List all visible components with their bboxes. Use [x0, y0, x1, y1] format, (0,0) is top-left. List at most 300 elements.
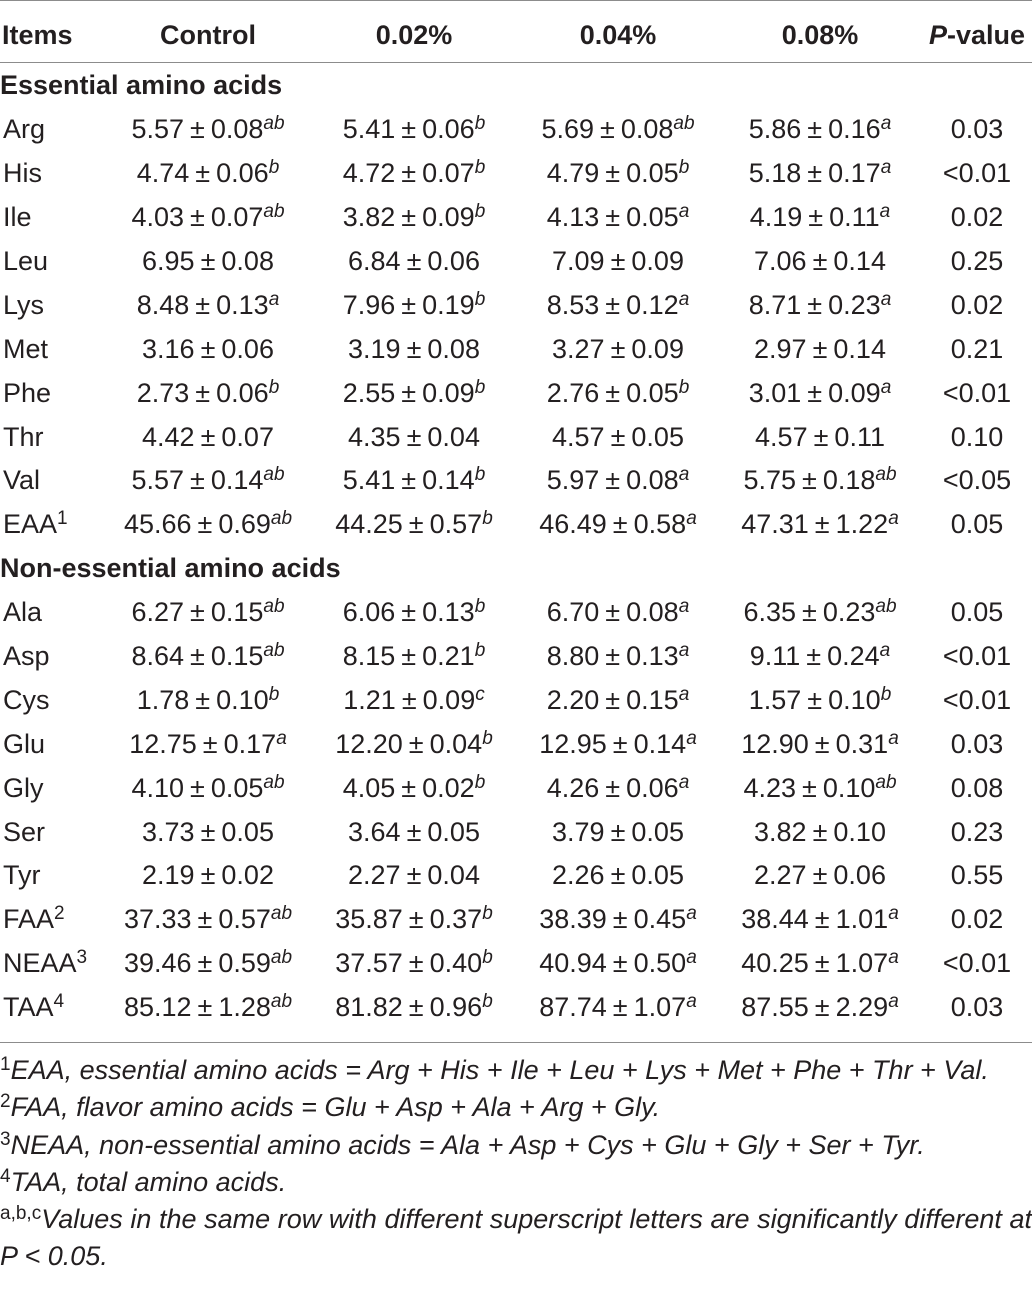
- mean-value: 8.64: [131, 641, 185, 672]
- value-cell: [106, 152, 310, 196]
- sem-value: 0.09: [422, 684, 476, 715]
- value-cell: [106, 986, 310, 1030]
- mean-value: 38.39: [539, 904, 607, 935]
- mean-value: 3.16: [142, 333, 195, 364]
- value-cell: [518, 240, 718, 284]
- sem-value: 0.05: [221, 816, 274, 847]
- value-cell: [718, 942, 922, 986]
- row-label: [0, 898, 106, 942]
- significance-letter: a: [686, 903, 697, 925]
- footnote-marker: 2: [54, 903, 65, 925]
- value-cell: [518, 503, 718, 547]
- table-row: [0, 108, 1032, 152]
- mean-value: 40.25: [741, 948, 809, 979]
- row-label: [0, 503, 106, 547]
- sem-value: 0.37: [429, 904, 483, 935]
- plus-minus-symbol: ±: [401, 772, 417, 803]
- mean-value: 3.64: [348, 816, 401, 847]
- value-cell: [718, 371, 922, 415]
- row-label-text: Phe: [3, 377, 52, 408]
- plus-minus-symbol: ±: [605, 377, 621, 408]
- significance-letter: a: [678, 596, 690, 618]
- plus-minus-symbol: ±: [197, 509, 213, 540]
- mean-value: 4.03: [131, 202, 185, 233]
- row-label-text: FAA: [3, 904, 55, 935]
- plus-minus-symbol: ±: [612, 992, 628, 1023]
- footnote-text: Values in the same row with different superscript letters are significantly different at P < 0.05.: [0, 1204, 1032, 1272]
- value-cell: [718, 503, 922, 547]
- footnote: [0, 1164, 1032, 1201]
- mean-value: 8.80: [546, 641, 600, 672]
- plus-minus-symbol: ±: [605, 465, 621, 496]
- value-cell: [310, 371, 518, 415]
- sem-value: 0.57: [429, 509, 483, 540]
- row-label-text: Cys: [3, 684, 50, 715]
- footnote: [0, 1127, 1032, 1164]
- significance-letter: ab: [263, 640, 285, 662]
- significance-letter: b: [678, 376, 690, 398]
- sem-value: 0.06: [216, 158, 269, 189]
- value-cell: [518, 591, 718, 635]
- mean-value: 6.27: [131, 597, 185, 628]
- row-label: [0, 942, 106, 986]
- significance-letter: a: [888, 903, 899, 925]
- value-cell: [310, 283, 518, 327]
- sem-value: 0.45: [633, 904, 687, 935]
- sem-value: 2.29: [835, 992, 889, 1023]
- plus-minus-symbol: ±: [401, 597, 417, 628]
- row-label-text: His: [3, 158, 42, 189]
- sem-value: 0.08: [210, 114, 264, 145]
- mean-value: 4.35: [348, 421, 401, 452]
- sem-value: 0.09: [422, 202, 475, 233]
- value-cell: [518, 459, 718, 503]
- footnote: [0, 1201, 1032, 1276]
- sem-value: 0.16: [828, 114, 881, 145]
- mean-value: 3.27: [552, 333, 605, 364]
- significance-letter: a: [879, 201, 891, 223]
- value-cell: [106, 854, 310, 898]
- mean-value: 2.97: [754, 333, 807, 364]
- mean-value: 87.55: [741, 992, 809, 1023]
- value-cell: [310, 196, 518, 240]
- table-row: [0, 854, 1032, 898]
- significance-letter: a: [678, 464, 690, 486]
- sem-value: 0.21: [422, 641, 475, 672]
- value-cell: [106, 459, 310, 503]
- row-label: [0, 283, 106, 327]
- sem-value: 0.14: [833, 246, 886, 276]
- plus-minus-symbol: ±: [401, 114, 417, 145]
- mean-value: 2.19: [142, 860, 195, 891]
- sem-value: 0.17: [223, 728, 277, 759]
- table-row: [0, 942, 1032, 986]
- mean-value: 5.69: [541, 114, 595, 145]
- sem-value: 0.10: [833, 816, 886, 847]
- sem-value: 0.15: [210, 597, 264, 628]
- p-value-cell: 0.02: [950, 202, 1004, 233]
- value-cell: [310, 942, 518, 986]
- mean-value: 2.26: [552, 860, 605, 891]
- plus-minus-symbol: ±: [200, 421, 216, 452]
- value-cell: [518, 722, 718, 766]
- mean-value: 2.27: [754, 860, 807, 891]
- row-label-text: Ser: [3, 816, 46, 847]
- value-cell: [718, 854, 922, 898]
- plus-minus-symbol: ±: [814, 992, 830, 1023]
- section-row: [0, 64, 1032, 108]
- value-cell: [106, 591, 310, 635]
- sem-value: 0.58: [633, 509, 687, 540]
- header-p-value: [922, 10, 1032, 60]
- sem-value: 0.15: [210, 641, 264, 672]
- mean-value: 1.21: [343, 684, 396, 715]
- p-value-cell: 0.03: [950, 728, 1004, 759]
- mean-value: 6.95: [142, 246, 195, 276]
- plus-minus-symbol: ±: [610, 860, 626, 891]
- row-label-text: EAA: [3, 509, 58, 540]
- mean-value: 35.87: [335, 904, 403, 935]
- value-cell: [518, 283, 718, 327]
- significance-letter: a: [880, 376, 892, 398]
- value-cell: [718, 635, 922, 679]
- plus-minus-symbol: ±: [807, 158, 823, 189]
- plus-minus-symbol: ±: [814, 948, 830, 979]
- mean-value: 4.26: [546, 772, 600, 803]
- value-cell: [310, 635, 518, 679]
- value-cell: [718, 108, 922, 152]
- row-label-text: Val: [3, 465, 41, 496]
- plus-minus-symbol: ±: [605, 289, 621, 320]
- sem-value: 0.59: [218, 948, 271, 979]
- mean-value: 4.79: [546, 158, 600, 189]
- plus-minus-symbol: ±: [610, 246, 626, 276]
- plus-minus-symbol: ±: [200, 333, 216, 364]
- value-cell: [518, 986, 718, 1030]
- significance-letter: a: [276, 727, 287, 749]
- value-cell: [718, 415, 922, 459]
- mean-value: 8.53: [546, 289, 600, 320]
- sem-value: 0.07: [210, 202, 264, 233]
- sem-value: 0.17: [828, 158, 881, 189]
- sem-value: 0.11: [834, 421, 885, 452]
- sem-value: 0.18: [822, 465, 876, 496]
- sem-value: 0.23: [822, 597, 876, 628]
- mean-value: 12.95: [539, 728, 607, 759]
- significance-letter: a: [888, 727, 899, 749]
- significance-letter: b: [880, 683, 892, 705]
- footnote-mark: 2: [0, 1091, 11, 1113]
- significance-letter: a: [686, 727, 697, 749]
- significance-letter: b: [268, 683, 280, 705]
- value-cell: [106, 371, 310, 415]
- significance-letter: ab: [875, 596, 897, 618]
- table-row: [0, 459, 1032, 503]
- footnote-mark: 3: [0, 1128, 11, 1150]
- significance-letter: a: [678, 288, 690, 310]
- sem-value: 0.08: [626, 465, 679, 496]
- row-label: [0, 240, 106, 284]
- mean-value: 3.82: [342, 202, 396, 233]
- mean-value: 3.01: [748, 377, 802, 408]
- significance-letter: b: [482, 903, 493, 925]
- sem-value: 0.24: [827, 641, 880, 672]
- value-cell: [518, 415, 718, 459]
- value-cell: [310, 722, 518, 766]
- mean-value: 46.49: [539, 509, 607, 540]
- significance-letter: a: [888, 508, 899, 530]
- value-cell: [310, 503, 518, 547]
- plus-minus-symbol: ±: [190, 597, 205, 628]
- value-cell: [310, 810, 518, 854]
- value-cell: [718, 591, 922, 635]
- sem-value: 0.13: [216, 289, 269, 320]
- plus-minus-symbol: ±: [605, 597, 621, 628]
- plus-minus-symbol: ±: [814, 904, 830, 935]
- plus-minus-symbol: ±: [814, 509, 830, 540]
- sem-value: 0.09: [422, 377, 475, 408]
- significance-letter: a: [686, 508, 697, 530]
- mean-value: 4.10: [131, 772, 185, 803]
- value-cell: [106, 722, 310, 766]
- header-control: Control: [160, 19, 256, 50]
- mean-value: 3.82: [754, 816, 807, 847]
- row-label: [0, 854, 106, 898]
- significance-letter: b: [482, 727, 493, 749]
- row-label-text: TAA: [3, 992, 54, 1023]
- mean-value: 4.13: [546, 202, 600, 233]
- value-cell: [718, 722, 922, 766]
- table-row: [0, 986, 1032, 1030]
- p-value-cell: 0.03: [950, 114, 1004, 145]
- significance-letter: ab: [270, 903, 293, 925]
- plus-minus-symbol: ±: [612, 904, 628, 935]
- value-cell: [310, 854, 518, 898]
- plus-minus-symbol: ±: [195, 377, 211, 408]
- value-cell: [310, 678, 518, 722]
- row-label-text: Asp: [3, 641, 50, 672]
- mean-value: 8.48: [136, 289, 190, 320]
- row-label: [0, 415, 106, 459]
- plus-minus-symbol: ±: [812, 246, 828, 276]
- plus-minus-symbol: ±: [406, 246, 422, 276]
- mean-value: 12.75: [129, 728, 197, 759]
- mean-value: 85.12: [123, 992, 192, 1023]
- row-label-text: NEAA: [3, 948, 77, 979]
- sem-value: 0.06: [422, 114, 475, 145]
- mean-value: 5.75: [743, 465, 797, 496]
- sem-value: 1.07: [633, 992, 687, 1023]
- footnote: [0, 1089, 1032, 1126]
- row-label: [0, 108, 106, 152]
- value-cell: [310, 459, 518, 503]
- sem-value: 0.40: [429, 948, 483, 979]
- table-row: [0, 240, 1032, 284]
- value-cell: [106, 283, 310, 327]
- mean-value: 44.25: [335, 509, 403, 540]
- mean-value: 2.27: [348, 860, 401, 891]
- mean-value: 5.41: [342, 465, 396, 496]
- footnote-text: EAA, essential amino acids = Arg + His + Ile + Leu + Lys + Met + Phe + Thr + Val.: [10, 1055, 989, 1085]
- significance-letter: b: [474, 113, 486, 135]
- sem-value: 0.09: [828, 377, 881, 408]
- plus-minus-symbol: ±: [806, 641, 822, 672]
- value-cell: [310, 415, 518, 459]
- row-label-text: Ile: [3, 202, 32, 233]
- sem-value: 0.04: [429, 728, 483, 759]
- mean-value: 6.84: [348, 246, 401, 276]
- p-value-cell: 0.08: [950, 772, 1004, 803]
- value-cell: [718, 678, 922, 722]
- value-cell: [310, 327, 518, 371]
- value-cell: [106, 108, 310, 152]
- value-cell: [718, 810, 922, 854]
- mean-value: 6.35: [743, 597, 797, 628]
- row-label-text: Leu: [3, 246, 49, 276]
- sem-value: 0.69: [218, 509, 271, 540]
- plus-minus-symbol: ±: [195, 158, 211, 189]
- plus-minus-symbol: ±: [605, 158, 621, 189]
- significance-letter: b: [482, 991, 493, 1013]
- sem-value: 0.15: [626, 684, 679, 715]
- value-cell: [310, 898, 518, 942]
- plus-minus-symbol: ±: [807, 684, 823, 715]
- footnote-mark: 4: [0, 1165, 11, 1187]
- plus-minus-symbol: ±: [612, 509, 628, 540]
- mean-value: 4.57: [755, 421, 808, 452]
- plus-minus-symbol: ±: [605, 641, 621, 672]
- row-label-text: Arg: [3, 114, 46, 145]
- row-label: [0, 678, 106, 722]
- table-row: [0, 898, 1032, 942]
- value-cell: [106, 196, 310, 240]
- significance-letter: b: [678, 157, 690, 179]
- sem-value: 0.02: [221, 860, 274, 891]
- mean-value: 12.90: [741, 728, 809, 759]
- value-cell: [106, 635, 310, 679]
- table-row: [0, 591, 1032, 635]
- plus-minus-symbol: ±: [814, 728, 830, 759]
- plus-minus-symbol: ±: [200, 860, 216, 891]
- sem-value: 0.14: [422, 465, 475, 496]
- significance-letter: ab: [263, 113, 285, 135]
- table-row: [0, 152, 1032, 196]
- significance-letter: ab: [875, 771, 897, 793]
- value-cell: [310, 766, 518, 810]
- mean-value: 2.20: [546, 684, 600, 715]
- row-label-text: Lys: [3, 289, 45, 320]
- plus-minus-symbol: ±: [408, 948, 424, 979]
- p-value-cell: 0.03: [950, 992, 1004, 1023]
- section-row: [0, 547, 1032, 591]
- plus-minus-symbol: ±: [202, 728, 218, 759]
- value-cell: [310, 591, 518, 635]
- sem-value: 1.07: [835, 948, 889, 979]
- value-cell: [518, 678, 718, 722]
- table-row: [0, 415, 1032, 459]
- table-row: [0, 810, 1032, 854]
- footnote-marker: 1: [57, 508, 68, 530]
- footnotes: [0, 1052, 1032, 1276]
- header-p-letter: P: [928, 19, 947, 50]
- mean-value: 1.57: [748, 684, 802, 715]
- plus-minus-symbol: ±: [401, 202, 417, 233]
- significance-letter: a: [678, 771, 690, 793]
- significance-letter: ab: [263, 596, 285, 618]
- footnote-marker: 4: [53, 991, 65, 1013]
- mean-value: 38.44: [741, 904, 809, 935]
- sem-value: 0.14: [210, 465, 264, 496]
- plus-minus-symbol: ±: [812, 860, 828, 891]
- sem-value: 0.96: [429, 992, 483, 1023]
- table-row: [0, 503, 1032, 547]
- plus-minus-symbol: ±: [190, 465, 205, 496]
- value-cell: [718, 240, 922, 284]
- plus-minus-symbol: ±: [808, 202, 824, 233]
- sem-value: 0.08: [221, 246, 274, 276]
- value-cell: [106, 810, 310, 854]
- footnote: [0, 1052, 1032, 1089]
- footnote-text: NEAA, non-essential amino acids = Ala + Asp + Cys + Glu + Gly + Ser + Tyr.: [10, 1129, 925, 1160]
- plus-minus-symbol: ±: [610, 333, 626, 364]
- table-row: [0, 371, 1032, 415]
- sem-value: 0.04: [427, 860, 480, 891]
- header-0-02: 0.02%: [375, 19, 453, 50]
- plus-minus-symbol: ±: [401, 377, 417, 408]
- value-cell: [718, 459, 922, 503]
- sem-value: 0.57: [218, 904, 271, 935]
- mean-value: 4.05: [342, 772, 396, 803]
- value-cell: [518, 635, 718, 679]
- mean-value: 1.78: [136, 684, 190, 715]
- mean-value: 5.97: [546, 465, 600, 496]
- plus-minus-symbol: ±: [408, 728, 424, 759]
- value-cell: [518, 766, 718, 810]
- table-row: [0, 635, 1032, 679]
- sem-value: 0.12: [626, 289, 679, 320]
- mean-value: 4.57: [552, 421, 605, 452]
- mean-value: 4.19: [749, 202, 803, 233]
- value-cell: [106, 898, 310, 942]
- significance-letter: a: [678, 683, 690, 705]
- row-label: [0, 152, 106, 196]
- row-label: [0, 986, 106, 1030]
- p-value-cell: 0.10: [950, 421, 1004, 452]
- value-cell: [106, 942, 310, 986]
- plus-minus-symbol: ±: [802, 772, 817, 803]
- row-label-text: Glu: [3, 728, 46, 759]
- header-0-08: 0.08%: [781, 19, 859, 50]
- significance-letter: ab: [270, 508, 293, 530]
- p-value-cell: <0.01: [942, 948, 1012, 979]
- significance-letter: ab: [263, 771, 285, 793]
- mean-value: 4.72: [342, 158, 396, 189]
- sem-value: 1.01: [835, 904, 889, 935]
- mean-value: 3.19: [348, 333, 401, 364]
- significance-letter: b: [474, 288, 486, 310]
- significance-letter: b: [474, 201, 486, 223]
- p-value-cell: <0.01: [942, 377, 1012, 408]
- mean-value: 3.79: [552, 816, 605, 847]
- p-value-cell: 0.23: [950, 816, 1004, 847]
- p-value-cell: <0.01: [942, 641, 1012, 672]
- plus-minus-symbol: ±: [612, 728, 628, 759]
- value-cell: [106, 240, 310, 284]
- mean-value: 8.71: [748, 289, 802, 320]
- significance-letter: a: [686, 947, 697, 969]
- sem-value: 0.08: [427, 333, 480, 364]
- plus-minus-symbol: ±: [197, 992, 213, 1023]
